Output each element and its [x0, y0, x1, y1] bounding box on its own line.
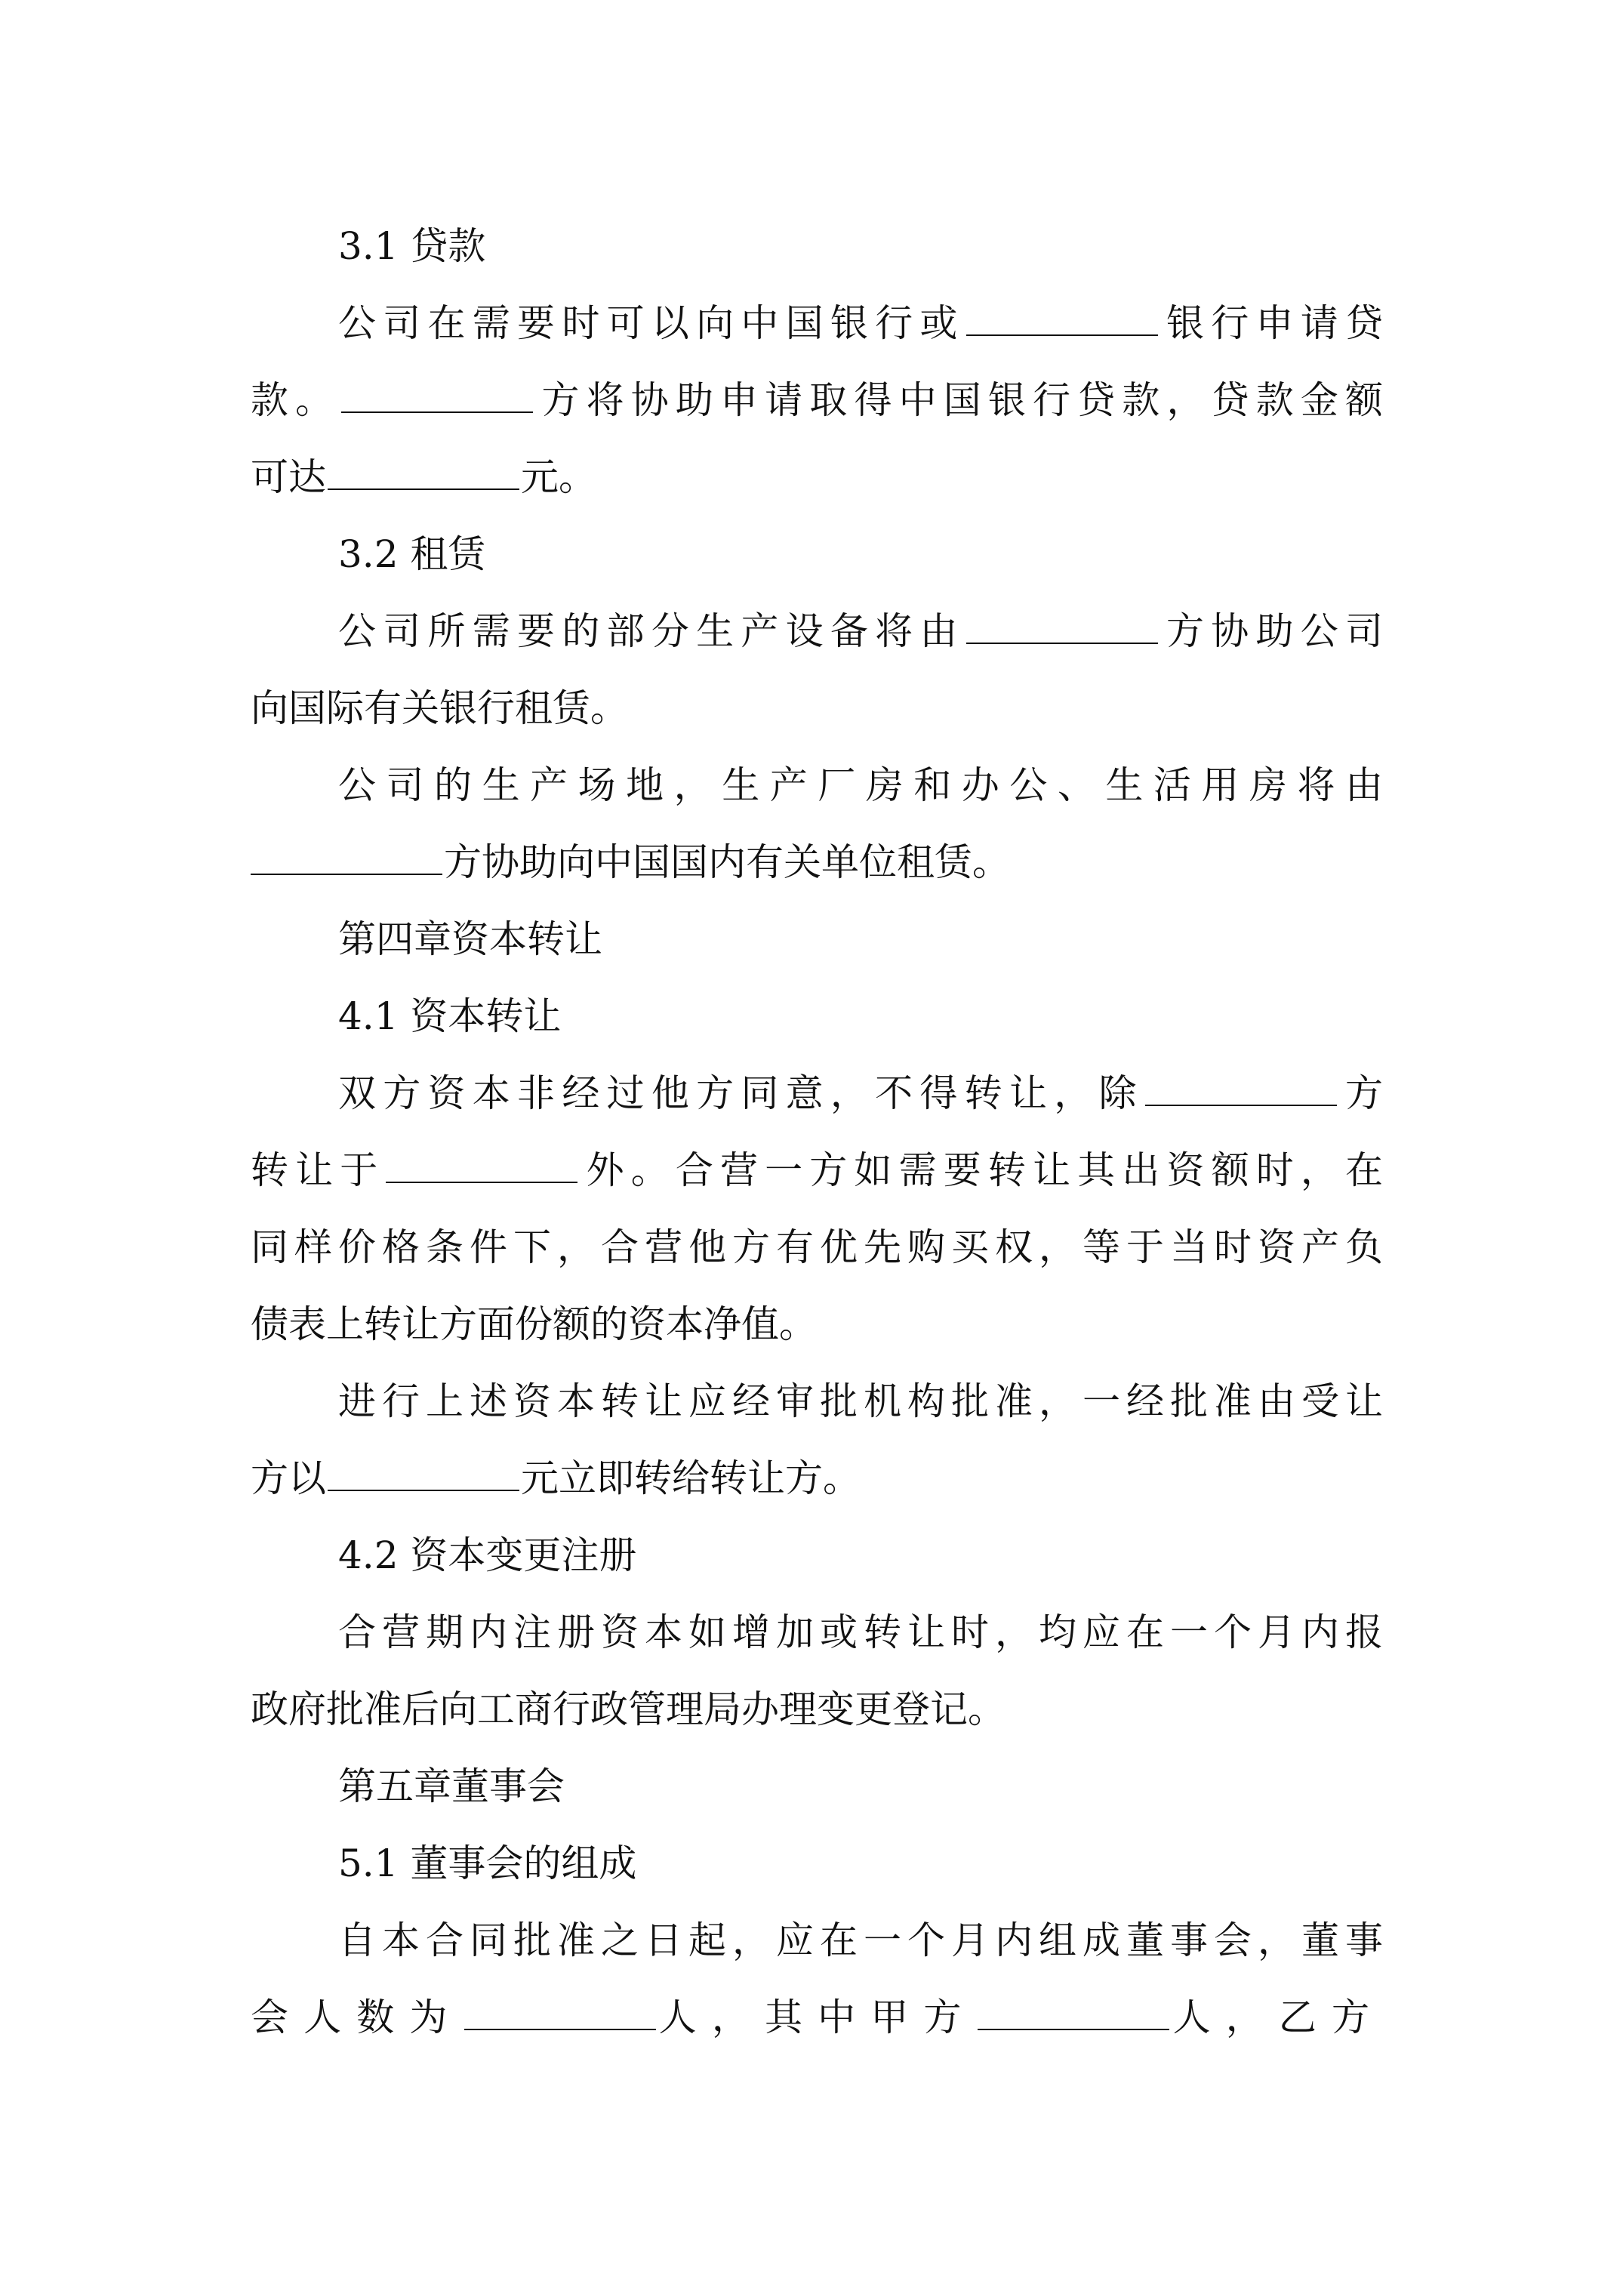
heading-text: 5.1 董事会的组成 [338, 1841, 637, 1885]
text-run: 款。 [251, 378, 340, 422]
section-heading-3-2 [338, 532, 1471, 577]
text-run: 方将协助申请取得中国银行贷款，贷款金额 [534, 378, 1384, 422]
paragraph-line [338, 1610, 1383, 1655]
paragraph-line [251, 1456, 1383, 1501]
text-run: 方以 [251, 1456, 326, 1500]
fill-in-blank[interactable] [341, 378, 533, 413]
heading-text: 第四章资本转让 [338, 917, 602, 961]
paragraph-line [251, 378, 1383, 423]
paragraph-line [251, 1225, 1383, 1270]
text-run: 方 [1338, 1071, 1384, 1115]
text-run: 政府批准后向工商行政管理局办理变更登记。 [251, 1687, 1006, 1731]
paragraph-line [251, 1302, 1383, 1347]
heading-text: 3.2 租赁 [338, 532, 486, 576]
paragraph-line [251, 1995, 1383, 2040]
text-run: 债表上转让方面份额的资本净值。 [251, 1302, 817, 1346]
paragraph-line [251, 1687, 1383, 1732]
fill-in-blank[interactable] [966, 609, 1158, 644]
fill-in-blank[interactable] [966, 301, 1158, 336]
text-run: 银行申请贷 [1159, 301, 1384, 345]
text-run: 方协助向中国国内有关单位租赁。 [444, 840, 1010, 884]
paragraph-line [338, 1918, 1383, 1963]
paragraph-line [338, 1071, 1383, 1116]
text-run: 人，乙方 [1171, 1996, 1384, 2039]
heading-text: 3.1 贷款 [338, 224, 486, 268]
text-run: 公司的生产场地，生产厂房和办公、生活用房将由 [338, 763, 1383, 807]
section-heading-4-1 [338, 994, 1471, 1039]
fill-in-blank[interactable] [978, 1996, 1169, 2030]
heading-text: 第五章董事会 [338, 1764, 565, 1808]
fill-in-blank[interactable] [464, 1996, 656, 2030]
section-heading-3-1 [338, 223, 1471, 269]
paragraph-line [338, 1379, 1383, 1424]
paragraph-line [338, 300, 1383, 346]
chapter-heading-4 [338, 917, 1471, 962]
text-run: 外。合营一方如需要转让其出资额时，在 [579, 1148, 1384, 1192]
paragraph-line [338, 609, 1383, 654]
section-heading-4-2 [338, 1533, 1471, 1578]
fill-in-blank[interactable] [328, 1456, 519, 1491]
text-run: 会人数为 [251, 1996, 463, 2039]
paragraph-line [338, 763, 1383, 808]
text-run: 自本合同批准之日起，应在一个月内组成董事会，董事 [338, 1918, 1383, 1962]
text-run: 双方资本非经过他方同意，不得转让，除 [338, 1071, 1144, 1115]
heading-text: 4.2 资本变更注册 [338, 1533, 637, 1577]
chapter-heading-5 [338, 1764, 1471, 1809]
text-run: 同样价格条件下，合营他方有优先购买权，等于当时资产负 [251, 1225, 1383, 1269]
text-run: 转让于 [251, 1148, 385, 1192]
paragraph-line [251, 1148, 1383, 1193]
text-run: 可达 [251, 455, 326, 499]
text-run: 向国际有关银行租赁。 [251, 686, 628, 730]
text-run: 人，其中甲方 [657, 1996, 977, 2039]
paragraph-line [251, 686, 1383, 731]
text-run: 公司在需要时可以向中国银行或 [338, 301, 965, 345]
text-run: 元。 [521, 455, 596, 499]
fill-in-blank[interactable] [386, 1148, 577, 1183]
paragraph-line [251, 455, 1383, 500]
heading-text: 4.1 资本转让 [338, 994, 562, 1038]
text-run: 进行上述资本转让应经审批机构批准，一经批准由受让 [338, 1379, 1383, 1423]
fill-in-blank[interactable] [251, 840, 442, 875]
text-run: 元立即转给转让方。 [521, 1456, 861, 1500]
text-run: 合营期内注册资本如增加或转让时，均应在一个月内报 [338, 1610, 1383, 1654]
text-run: 方协助公司 [1159, 609, 1384, 653]
paragraph-line [251, 840, 1383, 885]
section-heading-5-1 [338, 1841, 1471, 1886]
text-run: 公司所需要的部分生产设备将由 [338, 609, 965, 653]
fill-in-blank[interactable] [1145, 1071, 1337, 1106]
fill-in-blank[interactable] [328, 455, 519, 490]
